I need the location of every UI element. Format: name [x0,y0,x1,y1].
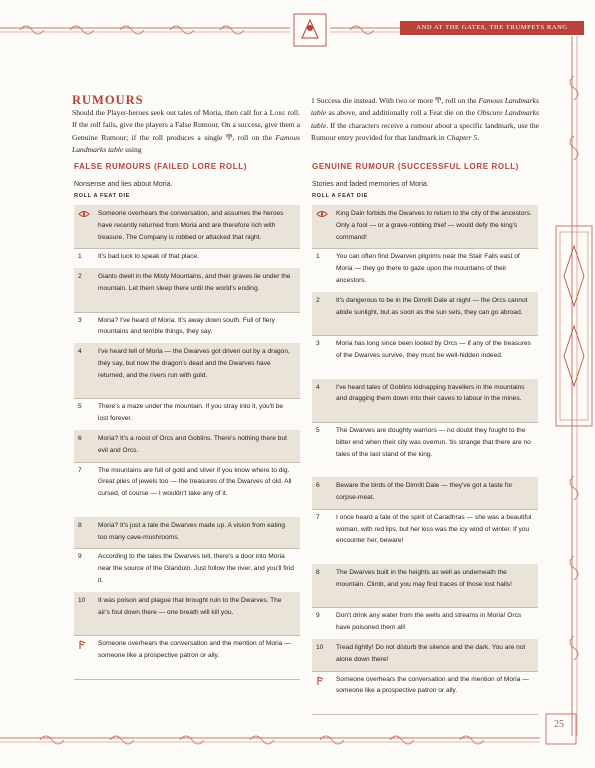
running-header-title: AND AT THE GATES, THE TRUMPETS RANG [416,24,568,31]
genuine-rumours-subtitle: Stories and faded memories of Moria. [312,181,429,188]
rumour-text: Don't drink any water from the wells and streams in Moria! Orcs have poisoned them all! [336,612,522,632]
false-rumours-title: FALSE RUMOURS (FAILED LORE ROLL) [74,162,247,171]
rumour-text: Someone overhears the conversation and the mention of Moria — someone like a prospective patron or ally. [98,640,291,659]
die-result: 10 [78,596,86,604]
table-rule [312,714,538,715]
die-result: 8 [316,569,320,576]
die-result: 2 [316,296,320,304]
die-result: 7 [316,513,320,521]
rumour-text: Someone overhears the conversation and the mention of Moria — someone like a prospective patron or ally. [336,675,529,695]
die-result: 8 [78,521,82,529]
rumour-text: Moria? I've heard of Moria. It's away down south. Full of fiery mountains and terrible things, they say. [98,316,275,336]
die-result [74,205,94,248]
table-row [312,379,538,422]
die-result: 1 [316,253,320,261]
table-row [74,248,300,268]
table-row [312,335,538,378]
die-result: 5 [316,427,320,434]
rumour-text: It's dangerous to be in the Dimrill Dale at night — the Orcs cannot abide sunlight, but as soon as the sun sets, they can go abroad. [336,296,528,316]
rumour-text: I've heard tell of Moria — the Dwarves got driven out by a dragon, they say, but now the dragon's dead and the Dwarves have returned, and the rivers run with gold. [98,348,290,379]
die-result: 2 [78,273,82,281]
table-row [74,592,300,635]
rumour-text: You can often find Dwarven pilgrims near the Stair Falls east of Moria — they go there to gaze upon the mountains of their ancestors. [336,253,520,284]
die-result: 3 [78,316,82,324]
rumour-text: The mountains are full of gold and silver if you know where to dig. Great piles of jewels too — the treasures of the Dwarves of old. All cursed, of course — I wouldn't take any of it. [98,466,292,498]
die-result: 10 [316,644,324,651]
rumour-text: The Dwarves built in the heights as well as underneath the mountain. Climb, and you may find traces of those lost halls! [336,569,512,588]
side-border-ornament [540,36,595,736]
die-result: 6 [78,435,82,442]
page-number: 25 [554,719,564,730]
rumour-text: Giants dwell in the Misty Mountains, and their graves lie under the mountain. Let them sleep there until the world's ending. [98,273,291,292]
table-row [312,509,538,564]
die-result: 9 [316,612,320,620]
die-result [312,205,332,248]
table-row [312,564,538,607]
bottom-border-ornament [0,710,595,768]
die-result [74,635,94,678]
table-row [74,398,300,430]
die-result: 6 [316,482,320,490]
table-row [312,205,538,248]
genuine-rumours-section [312,162,538,695]
table-row [74,430,300,462]
die-result: 9 [78,553,82,561]
die-result: 7 [78,466,82,474]
table-row [312,422,538,477]
table-row [74,517,300,549]
rumour-text: According to the tales the Dwarves tell, there's a door into Moria near the source of the Glanduin. Just follow the river, and you'll find it. [98,553,294,584]
die-result: 4 [316,383,320,391]
table-row [312,607,538,639]
intro-paragraph-right: 1 Success die instead. With two or more Ͳ, roll on the Famous Landmarks table as above, and additionally roll a Feat die on the Obscure Landmarks table. If the characters receive a rumour about a specific landmark, use the Rumour entry provided for that landmark in Chapter 5. [311,96,539,143]
rumour-text: It's bad luck to speak of that place. [98,253,199,261]
rumour-text: Moria? It's a roost of Orcs and Goblins. There's nothing there but evil and Orcs. [98,435,287,454]
rumour-text: Beware the birds of the Dimrill Dale — they've got a taste for corpse-meat. [336,482,513,501]
table-row [74,268,300,311]
gandalf-rune-icon [78,640,87,650]
die-result: 4 [78,348,82,356]
table-rule [74,679,300,680]
genuine-rumours-title: GENUINE RUMOUR (SUCCESSFUL LORE ROLL) [312,162,519,171]
rumour-text: King Dain forbids the Dwarves to return to the city of the ancestors. Only a fool — or a grave-robbing thief — would defy the king's command! [336,210,532,241]
table-row [74,462,300,517]
rumour-text: I've heard tales of Goblins kidnapping travellers in the mountains and dragging them down into their caves to labour in the mines. [336,383,525,403]
table-row [312,248,538,291]
false-rumours-roll-header: ROLL A FEAT DIE [74,193,130,199]
table-row [74,205,300,248]
table-row [312,292,538,335]
genuine-rumours-roll-header: ROLL A FEAT DIE [312,193,368,199]
section-title: RUMOURS [72,93,144,107]
rumour-text: There's a maze under the mountain. If you stray into it, you'll be lost forever. [98,403,284,423]
table-row [74,343,300,398]
rumour-text: Tread lightly! Do not disturb the silence and the dark. You are not alone down there! [336,644,526,663]
table-row [74,548,300,591]
rumour-text: It was poison and plague that brought ruin to the Dwarves. The air's foul down there — one breath will kill you. [98,596,282,616]
rumour-text: Moria has long since been looted by Orcs — if any of the treasures of the Dwarves survive, they must be well-hidden indeed. [336,340,531,359]
die-result: 5 [78,403,82,411]
rumour-text: Someone overhears the conversation, and assumes the heroes have recently returned from Moria and are therefore rich with treasure. The Company is robbed or attacked that night. [98,210,284,241]
table-row [312,477,538,509]
die-result: 3 [316,340,320,348]
table-row [74,312,300,344]
sauron-eye-icon [78,210,90,218]
intro-paragraph-left: Should the Player-heroes seek out tales of Moria, then call for a Lore roll. If the roll fails, give the players a False Rumour. On a success, give them a Genuine Rumour; if the roll produces a single Ͳ, roll on the Famous Landmarks table using [72,108,301,155]
sauron-eye-icon [316,210,328,218]
die-result [312,671,332,714]
table-row [312,639,538,671]
rumour-text: I once heard a tale of the spirit of Caradhras — she was a beautiful woman, with red lips, but her kiss was the icy wind of winter. If you encounter her, beware! [336,513,532,545]
die-result: 1 [78,253,82,261]
rumour-text: The Dwarves are doughty warriors — no doubt they fought to the bitter end when their city was overrun. 'tis strange that there are no tales of the last stand of the king. [336,427,531,458]
gandalf-rune-icon [316,676,325,686]
false-rumours-section [74,162,300,659]
table-row [74,635,300,678]
rumour-text: Moria? It's just a tale the Dwarves made up. A vision from eating too many cave-mushrooms. [98,521,286,541]
table-row [312,671,538,714]
false-rumours-subtitle: Nonsense and lies about Moria. [74,181,173,188]
